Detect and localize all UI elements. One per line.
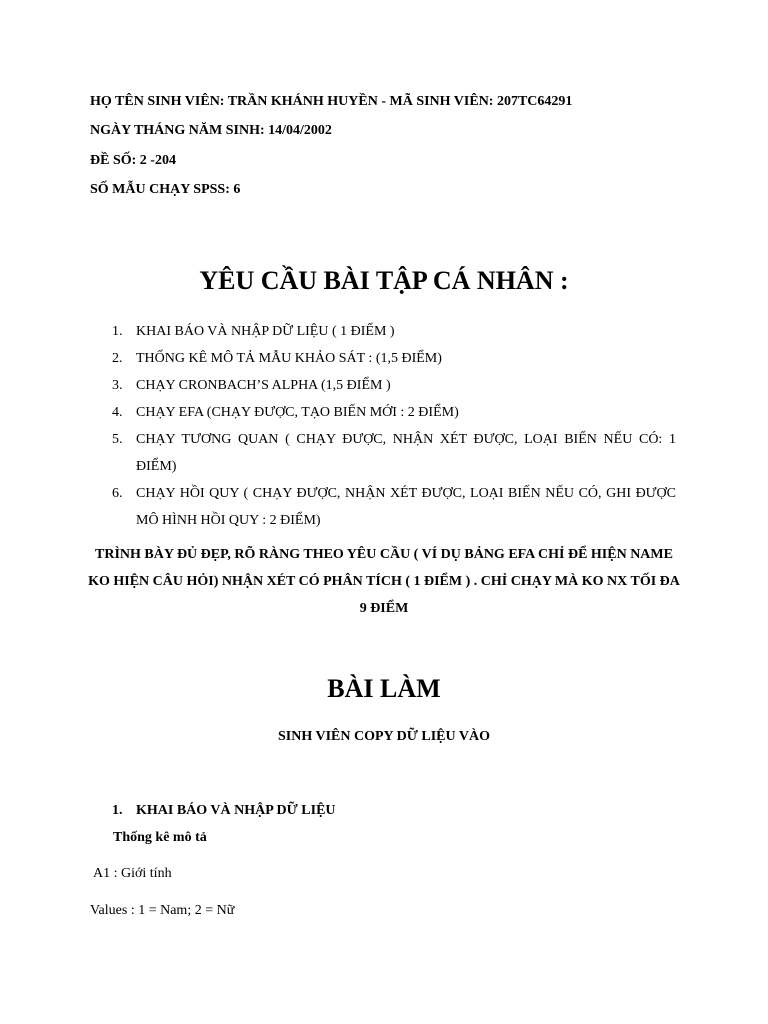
requirement-item xyxy=(0,399,676,426)
birth-date-line: NGÀY THÁNG NĂM SINH: 14/04/2002 xyxy=(90,123,332,138)
requirement-number: 4. xyxy=(112,405,123,420)
spss-sample-line: SỐ MẪU CHẠY SPSS: 6 xyxy=(90,182,241,197)
requirement-text: CHẠY HỒI QUY ( CHẠY ĐƯỢC, NHẬN XÉT ĐƯỢC, LOẠI BIẾN NẾU CÓ, GHI ĐƯỢC MÔ HÌNH HỒI QUY : 2 ĐIỂM) xyxy=(136,486,676,528)
requirement-item xyxy=(0,480,676,534)
requirement-number: 2. xyxy=(112,351,123,366)
requirement-item xyxy=(0,345,676,372)
requirement-text: KHAI BÁO VÀ NHẬP DỮ LIỆU ( 1 ĐIỂM ) xyxy=(136,324,395,339)
answer-title: BÀI LÀM xyxy=(327,674,441,703)
requirement-text: THỐNG KÊ MÔ TẢ MẪU KHẢO SÁT : (1,5 ĐIỂM) xyxy=(136,351,442,366)
requirement-number: 6. xyxy=(112,486,123,501)
student-info-line: HỌ TÊN SINH VIÊN: TRẦN KHÁNH HUYỀN - MÃ SINH VIÊN: 207TC64291 xyxy=(90,94,573,109)
answer-subtitle: SINH VIÊN COPY DỮ LIỆU VÀO xyxy=(278,729,490,744)
requirement-number: 3. xyxy=(112,378,123,393)
requirement-number: 5. xyxy=(112,432,123,447)
requirement-item xyxy=(0,426,676,480)
variable-label: A1 : Giới tính xyxy=(93,866,172,881)
requirement-text: CHẠY TƯƠNG QUAN ( CHẠY ĐƯỢC, NHẬN XÉT ĐƯỢC, LOẠI BIẾN NẾU CÓ: 1 ĐIỂM) xyxy=(136,432,676,474)
requirements-title: YÊU CẦU BÀI TẬP CÁ NHÂN : xyxy=(199,266,569,295)
requirement-text: CHẠY EFA (CHẠY ĐƯỢC, TẠO BIẾN MỚI : 2 ĐIỂM) xyxy=(136,405,459,420)
requirements-list xyxy=(0,318,768,534)
section-number: 1. xyxy=(112,803,123,818)
requirement-item xyxy=(0,372,676,399)
exam-number-line: ĐỀ SỐ: 2 -204 xyxy=(90,153,176,168)
grading-notice: TRÌNH BÀY ĐỦ ĐẸP, RÕ RÀNG THEO YÊU CẦU ( VÍ DỤ BẢNG EFA CHỈ ĐỂ HIỆN NAME KO HIỆN CÂU HỎI) NHẬN XÉT CÓ PHÂN TÍCH ( 1 ĐIỂM ) . CHỈ CHẠY MÀ KO NX TỐI ĐA 9 ĐIỂM xyxy=(88,547,680,616)
requirement-number: 1. xyxy=(112,324,123,339)
values-label: Values : 1 = Nam; 2 = Nữ xyxy=(90,903,235,918)
subheading-descriptive-stats: Thống kê mô tả xyxy=(113,830,207,845)
requirement-item xyxy=(0,318,676,345)
section-title: KHAI BÁO VÀ NHẬP DỮ LIỆU xyxy=(136,803,336,818)
requirement-text: CHẠY CRONBACH’S ALPHA (1,5 ĐIỂM ) xyxy=(136,378,391,393)
